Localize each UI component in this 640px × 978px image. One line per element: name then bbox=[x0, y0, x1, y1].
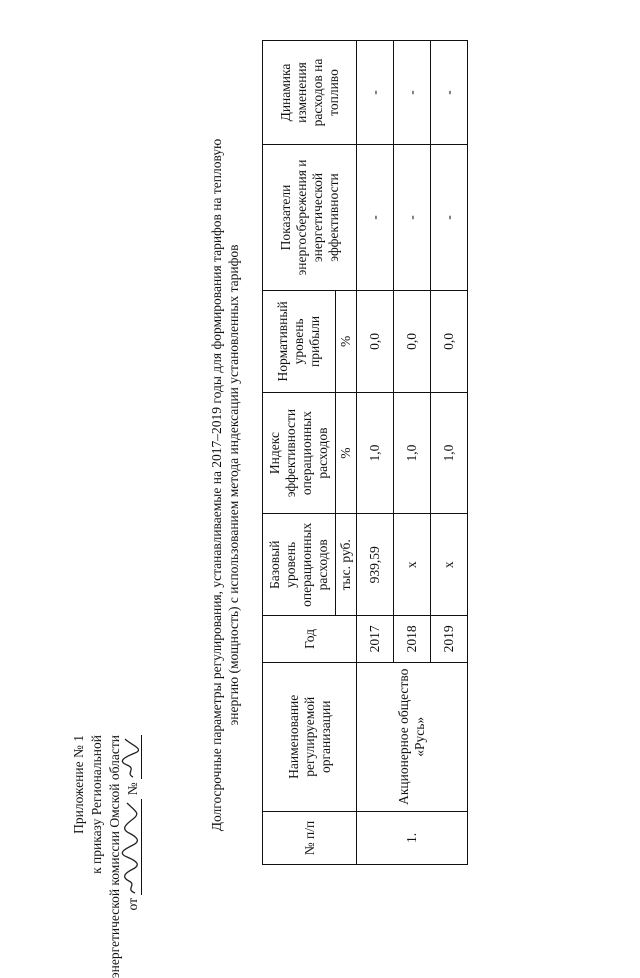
appendix-date-line bbox=[124, 735, 142, 978]
cell-year: 2017 bbox=[357, 616, 394, 662]
appendix-commission: энергетической комиссии Омской области bbox=[107, 735, 122, 978]
date-prefix: от bbox=[125, 898, 140, 911]
handwritten-number bbox=[127, 735, 142, 779]
cell-index: 1,0 bbox=[357, 392, 394, 514]
cell-fuel: - bbox=[431, 41, 468, 145]
title-line-2: энергию (мощность) с использованием метода индексации установленных тарифов bbox=[226, 244, 241, 726]
header-year: Год bbox=[263, 616, 357, 662]
cell-profit: 0,0 bbox=[357, 291, 394, 393]
cell-energy: - bbox=[394, 145, 431, 291]
cell-energy: - bbox=[357, 145, 394, 291]
cell-base: х bbox=[394, 514, 431, 616]
cell-fuel: - bbox=[394, 41, 431, 145]
number-prefix: № bbox=[125, 782, 140, 796]
cell-energy: - bbox=[431, 145, 468, 291]
parameters-table bbox=[262, 40, 468, 865]
org-number: 1. bbox=[357, 811, 468, 864]
table-row bbox=[357, 41, 394, 865]
header-base: Базовый уровень операционных расходов bbox=[263, 514, 336, 616]
cell-fuel: - bbox=[357, 41, 394, 145]
cell-base: 939,59 bbox=[357, 514, 394, 616]
cell-profit: 0,0 bbox=[394, 291, 431, 393]
cell-base: х bbox=[431, 514, 468, 616]
title-line-1: Долгосрочные параметры регулирования, устанавливаемые на 2017–2019 годы для формирования тарифов на тепловую bbox=[209, 138, 224, 832]
org-name: Акционерное общество «Русь» bbox=[357, 662, 468, 811]
document-title bbox=[208, 135, 242, 835]
header-org: Наименование регулируемой организации bbox=[263, 662, 357, 811]
header-index: Индекс эффективности операционных расходов bbox=[263, 392, 336, 514]
cell-index: 1,0 bbox=[394, 392, 431, 514]
header-profit: Нормативный уровень прибыли bbox=[263, 291, 336, 393]
cell-index: 1,0 bbox=[431, 392, 468, 514]
appendix-header bbox=[70, 735, 142, 978]
header-num: № п/п bbox=[263, 811, 357, 864]
unit-profit: % bbox=[336, 291, 357, 393]
appendix-number: Приложение № 1 bbox=[71, 735, 86, 834]
cell-year: 2018 bbox=[394, 616, 431, 662]
appendix-order-ref: к приказу Региональной bbox=[89, 735, 104, 874]
cell-year: 2019 bbox=[431, 616, 468, 662]
unit-index: % bbox=[336, 392, 357, 514]
table-header-row bbox=[263, 41, 336, 865]
handwritten-date bbox=[127, 799, 142, 895]
cell-profit: 0,0 bbox=[431, 291, 468, 393]
unit-base: тыс. руб. bbox=[336, 514, 357, 616]
header-energy: Показатели энергосбережения и энергетической эффективности bbox=[263, 145, 357, 291]
header-fuel: Динамика изменения расходов на топливо bbox=[263, 41, 357, 145]
